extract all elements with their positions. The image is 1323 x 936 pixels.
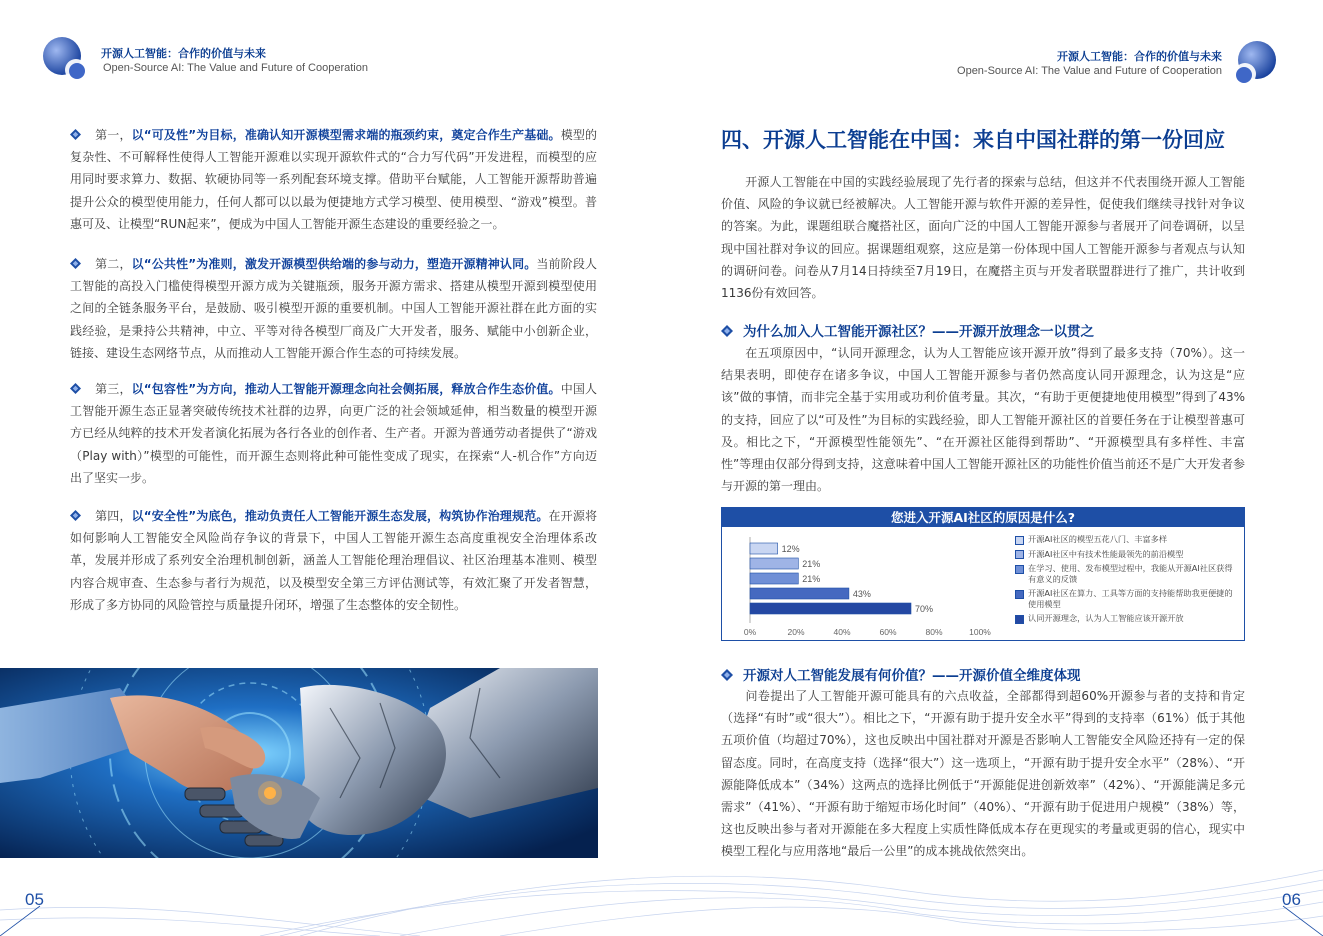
wave-decoration [0,840,1323,936]
legend-swatch [1015,550,1024,559]
chart-bar [750,558,798,569]
paragraph-lead: 第三， [95,382,132,396]
page-number-left: 05 [25,890,44,909]
diamond-bullet-icon [70,258,81,269]
paragraph-emphasis: 以“安全性”为底色，推动负责任人工智能开源生态发展，构筑协作治理规范。 [131,509,549,523]
subsection-text: 在五项原因中，“认同开源理念，认为人工智能应该开源开放”得到了最多支持（70%）。这一结果表明，即使存在诸多争议，中国人工智能开源参与者仍然高度认同开源理念，认为这是“应该”做的事情，而非完全基于实用或功利价值考量。其次，“有助于更便捷地使用模型”得到了43%的支持，回应了以“可及性”为目标的实践经验，即人工智能开源社区的首要任务在于让模型普惠可及。相比之下，“开源模型性能领先”、“在开源社区能得到帮助”、“开源模型具有多样性、丰富性”等理由仅部分得到支持，这意味着中国人工智能开源社区的功能性价值当前还不是广大开发者参与开源的第一理由。 [721,346,1245,494]
chart-legend-item [1015,563,1237,584]
page-number-right: 06 [1282,890,1301,909]
chart-data-label: 43% [852,589,871,599]
paragraph-lead: 第一， [95,128,132,142]
chart-tick-label: 60% [879,627,897,637]
chart-legend-item [1015,534,1237,545]
chart-tick-label: 20% [787,627,805,637]
paragraph-body: 当前阶段人工智能的高投入门槛使得模型开源方成为关键瓶颈，服务开源方需求、搭建从模型开源到模型使用之间的全链条服务平台，是鼓励、吸引模型开源的重要机制。中国人工智能开源社群在此方面的实践经验，是秉持公共精神，中立、平等对待各模型厂商及广大开发者，服务、赋能中小创新企业，链接、建设生态网络节点，从而推动人工智能开源合作生态的可持续发展。 [70,257,597,360]
paragraph-emphasis: 以“公共性”为准则，激发开源模型供给端的参与动力，塑造开源精神认同。 [131,257,537,271]
diamond-bullet-icon [70,510,81,521]
header-title-cn: 开源人工智能：合作的价值与未来 [1057,50,1222,63]
subsection-paragraph [721,685,1245,863]
paragraph-emphasis: 以“可及性”为目标，准确认知开源模型需求端的瓶颈约束，奠定合作生产基础。 [131,128,561,142]
subsection-text: 问卷提出了人工智能开源可能具有的六点收益，全部都得到超60%开源参与者的支持和肯定（选择“有时”或“很大”）。相比之下，“开源有助于提升安全水平”得到的支持率（61%）低于其他五项价值（均超过70%），这也反映出中国社群对开源是否影响人工智能安全风险还持有一定的保留态度。同时，在高度支持（选择“很大”）这一选项上，“开源有助于提升安全水平”（28%）、“开源能降低成本”（34%）这两点的选择比例低于“开源能促进创新效率”（42%）、“开源能满足多元需求”（41%）、“开源有助于缩短市场化时间”（40%）、“开源有助于促进用户规模”（38%）等，这也反映出参与者对开源能在多大程度上实质性降低成本存在更现实的考量或更弱的信心，现实中模型工程化与应用落地“最后一公里”的成本挑战依然突出。 [721,689,1245,859]
header-title-en: Open-Source AI: The Value and Future of Cooperation [103,62,368,74]
paragraph [70,378,597,489]
legend-label: 开源AI社区的模型五花八门、丰富多样 [1028,534,1168,544]
legend-label: 在学习、使用、发布模型过程中，我能从开源AI社区获得有意义的反馈 [1028,563,1233,584]
chart-bar [750,543,778,554]
legend-swatch [1015,565,1024,574]
paragraph-lead: 第四， [95,509,132,523]
chart-data-label: 21% [802,559,821,569]
diamond-bullet-icon [70,383,81,394]
chart-data-label: 21% [802,574,821,584]
intro-paragraph [721,171,1245,304]
subsection-title [721,320,1094,340]
intro-text: 开源人工智能在中国的实践经验展现了先行者的探索与总结，但这并不代表围绕开源人工智能价值、风险的争议就已经被解决。人工智能开源与软件开源的差异性，促使我们继续寻找针对争议的答案。为此，课题组联合魔搭社区，面向广泛的中国人工智能开源参与者展开了问卷调研，以呈现中国社群对争议的回应。据课题组观察，这应是第一份体现中国人工智能开源参与者观点与认知的调研问卷。问卷从7月14日持续至7月19日，在魔搭主页与开发者联盟群进行了推广，共计收到1136份有效回答。 [721,175,1245,301]
chart-bar [750,603,911,614]
chart-bar [750,573,798,584]
header-logo-right [1229,40,1279,90]
paragraph-lead: 第二， [95,257,132,271]
chart-bar [750,588,849,599]
chart-data-label: 12% [781,544,800,554]
diamond-bullet-icon [721,325,733,337]
legend-label: 认同开源理念，认为人工智能应该开源开放 [1028,613,1184,623]
paragraph-body: 模型的复杂性、不可解释性使得人工智能开源难以实现开源软件式的“合力写代码”开发进程，而模型的应用同时要求算力、数据、软硬协同等一系列配套环境支撑。借助平台赋能，人工智能开源帮助普遍提升公众的模型使用能力，任何人都可以以最为便捷地方式学习模型、使用模型、“游戏”模型。普惠可及、让模型“RUN起来”，便成为中国人工智能开源生态建设的重要经验之一。 [70,128,597,231]
paragraph [70,505,597,616]
handshake-illustration [0,668,598,858]
chart-plot [722,527,1012,641]
header-title-cn: 开源人工智能：合作的价值与未来 [101,47,266,60]
chart-title: 您进入开源AI社区的原因是什么? [722,508,1244,527]
legend-swatch [1015,536,1024,545]
legend-swatch [1015,590,1024,599]
subsection-title [721,664,1081,684]
subsection-title-text: 开源对人工智能发展有何价值？——开源价值全维度体现 [743,668,1081,684]
diamond-bullet-icon [70,129,81,140]
legend-swatch [1015,615,1024,624]
paragraph [70,124,597,235]
subsection-title-text: 为什么加入人工智能开源社区？——开源开放理念一以贯之 [743,324,1094,340]
chart-data-label: 70% [915,604,934,614]
chart-legend-item [1015,588,1237,609]
paragraph-body: 中国人工智能开源生态正显著突破传统技术社群的边界，向更广泛的社会领域延伸，相当数量的模型开源方已经从纯粹的技术开发者演化拓展为各行各业的创作者、生产者。开源为普通劳动者提供了“游戏（Play with）”模型的可能性，而开源生态则将此种可能性变成了现实，在探索“人-机合作”方向迈出了坚实一步。 [70,382,597,485]
chart-legend-item [1015,613,1237,624]
legend-label: 开源AI社区在算力、工具等方面的支持能帮助我更便捷的使用模型 [1028,588,1233,609]
chart-tick-label: 40% [833,627,851,637]
reasons-chart [721,507,1245,641]
paragraph-body: 在开源将如何影响人工智能安全风险尚存争议的背景下，中国人工智能开源生态高度重视安全治理体系改革，发展并形成了系列安全治理机制创新，涵盖人工智能伦理治理倡议、社区治理基本准则、模型内容合规审查、生态参与者行为规范，以及模型安全第三方评估测试等，有效汇聚了开发者智慧，形成了多方协同的风险管控与质量提升闭环，增强了生态整体的安全韧性。 [70,509,597,612]
legend-label: 开源AI社区中有技术性能最领先的前沿模型 [1028,548,1184,559]
diamond-bullet-icon [721,669,733,681]
paragraph [70,253,597,364]
section-heading: 四、开源人工智能在中国：来自中国社群的第一份回应 [721,128,1225,152]
chart-tick-label: 100% [969,627,991,637]
subsection-paragraph [721,342,1245,497]
chart-legend-item [1015,549,1237,560]
header-title-en: Open-Source AI: The Value and Future of Cooperation [957,65,1222,77]
header-logo-left [42,36,92,86]
chart-tick-label: 80% [925,627,943,637]
chart-legend [1015,534,1237,628]
paragraph-emphasis: 以“包容性”为方向，推动人工智能开源理念向社会侧拓展，释放合作生态价值。 [131,382,561,396]
chart-tick-label: 0% [743,627,757,637]
